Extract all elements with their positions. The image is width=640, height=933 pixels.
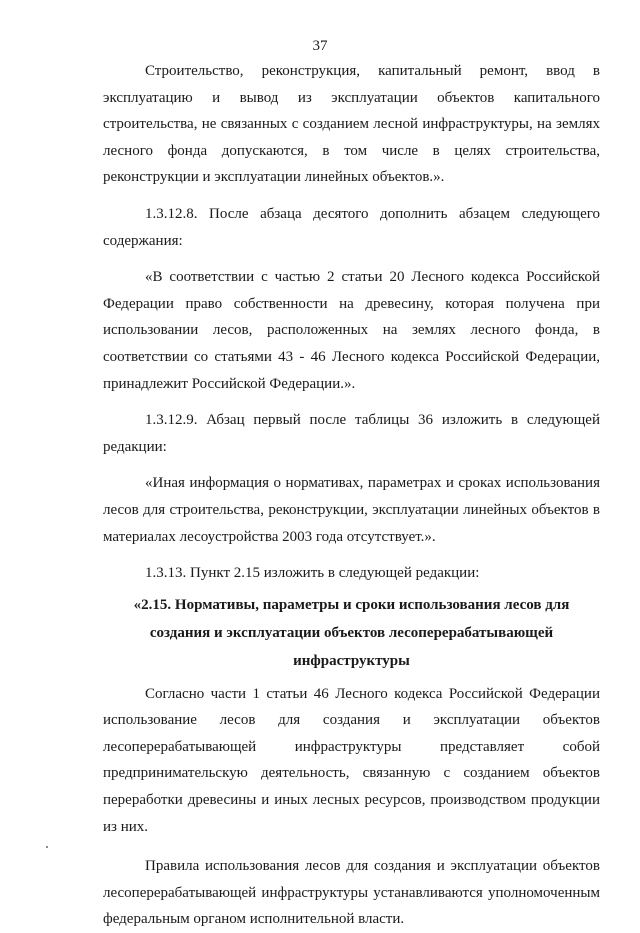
paragraph-6: 1.3.13. Пункт 2.15 изложить в следующей редакции: [145,565,480,582]
paragraph-3: «В соответствии с частью 2 статьи 20 Лесного кодекса Российской Федерации право собственности на древесину, которая получена при использовании лесов, расположенных на землях лесного фонда, в соответствии со статьями 43 - 46 Лесного кодекса Российской Федерации, принадлежит Российской Федерации.». [103,269,600,392]
section-heading: «2.15. Нормативы, параметры и сроки использования лесов для создания и эксплуатации объектов лесоперерабатывающей инфраструктуры [133,596,570,669]
paragraph-2: 1.3.12.8. После абзаца десятого дополнить абзацем следующего содержания: [103,205,600,249]
paragraph-8: Правила использования лесов для создания и эксплуатации объектов лесоперерабатывающей инфраструктуры устанавливаются уполномоченным федеральным органом исполнительной власти. [103,858,600,928]
document-body [103,58,600,933]
paragraph-4: 1.3.12.9. Абзац первый после таблицы 36 изложить в следующей редакции: [103,412,600,455]
scan-speck [46,846,48,848]
paragraph-7: Согласно части 1 статьи 46 Лесного кодекса Российской Федерации использование лесов для создания и эксплуатации объектов лесоперерабатывающей инфраструктуры представляет собой предпринимательскую деятельность, связанную с созданием объектов переработки древесины и иных лесных ресурсов, производством продукции из них. [103,685,600,835]
page-number: 37 [312,38,328,54]
paragraph-1: Строительство, реконструкция, капитальный ремонт, ввод в эксплуатацию и вывод из эксплуатации объектов капитального строительства, не связанных с созданием лесной инфраструктуры, на землях лесного фонда допускаются, в том числе в целях строительства, реконструкции и эксплуатации линейных объектов.». [103,63,600,186]
paragraph-5: «Иная информация о нормативах, параметрах и сроках использования лесов для строительства, реконструкции, эксплуатации линейных объектов в материалах лесоустройства 2003 года отсутствует.». [103,475,600,545]
